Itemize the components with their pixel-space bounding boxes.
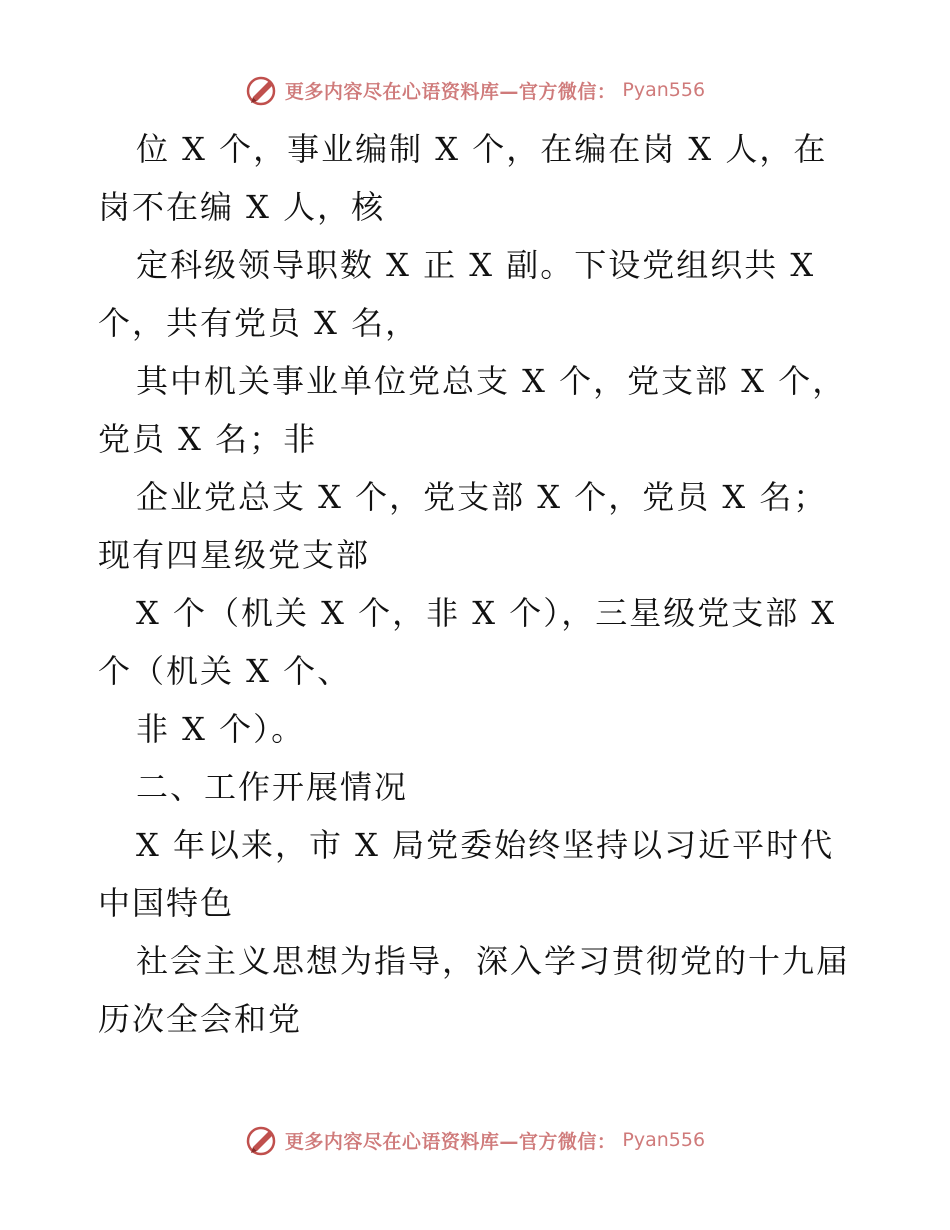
watermark-text: 更多内容尽在心语资料库—官方微信： [284, 1130, 617, 1153]
body-line: 企业党总支 X 个，党支部 X 个，党员 X 名； [136, 478, 828, 516]
pen-logo-icon [245, 73, 279, 107]
body-line: 中国特色 [98, 884, 235, 922]
header-watermark [0, 70, 950, 110]
body-line: 党员 X 名；非 [98, 420, 318, 458]
body-line: 个（机关 X 个、 [98, 652, 352, 690]
body-line: X 个（机关 X 个，非 X 个），三星级党支部 X [136, 594, 837, 632]
body-line: X 年以来，市 X 局党委始终坚持以习近平时代 [136, 826, 835, 864]
body-line: 社会主义思想为指导，深入学习贯彻党的十九届 [136, 942, 851, 980]
body-line: 现有四星级党支部 [98, 536, 371, 574]
body-line: 个，共有党员 X 名， [98, 304, 420, 342]
watermark-contact: Pyan556 [622, 1129, 706, 1151]
body-line: 非 X 个）。 [136, 710, 306, 748]
body-line: 其中机关事业单位党总支 X 个，党支部 X 个， [136, 362, 847, 400]
footer-watermark [0, 1120, 950, 1160]
body-line: 位 X 个，事业编制 X 个，在编在岗 X 人，在 [136, 130, 828, 168]
document-body [98, 120, 858, 1048]
watermark-contact: Pyan556 [622, 79, 706, 101]
watermark-text: 更多内容尽在心语资料库—官方微信： [284, 80, 617, 103]
section-heading: 二、工作开展情况 [136, 768, 409, 806]
pen-logo-icon [245, 1123, 279, 1157]
body-line: 定科级领导职数 X 正 X 副。下设党组织共 X [136, 246, 816, 284]
body-line: 历次全会和党 [98, 1000, 303, 1038]
body-line: 岗不在编 X 人，核 [98, 188, 386, 226]
